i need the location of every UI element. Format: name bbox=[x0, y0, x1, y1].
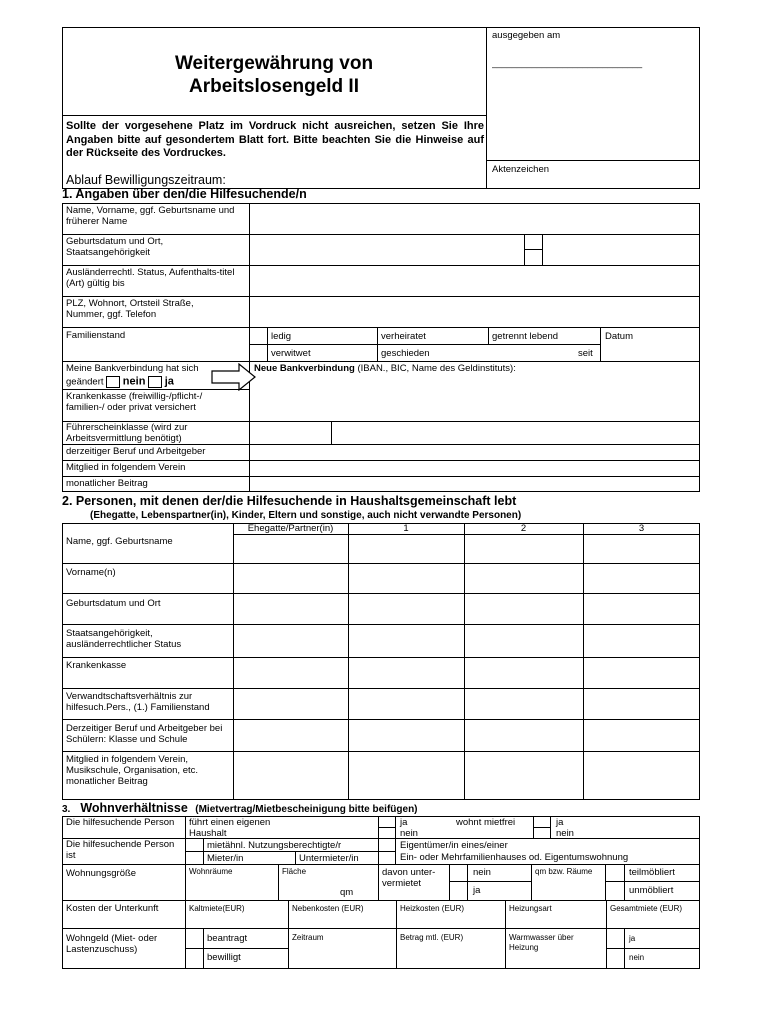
s3-hline bbox=[185, 851, 395, 852]
heating-type-label: Heizungsart bbox=[509, 904, 552, 913]
job-label: derzeitiger Beruf und Arbeitgeber bbox=[66, 446, 206, 457]
s2-row-label: Krankenkasse bbox=[66, 660, 127, 671]
s3-vline bbox=[505, 900, 506, 969]
section2-title: 2. Personen, mit denen der/die Hilfesuchende in Haushaltsgemeinschaft lebt bbox=[62, 494, 517, 508]
period-label: Zeitraum bbox=[292, 933, 324, 942]
s2-row-label: Verwandtschaftsverhältnis zur hilfesuch.Pers., (1.) Familienstand bbox=[66, 691, 210, 713]
form-title: Weitergewährung von Arbeitslosengeld II bbox=[174, 53, 374, 97]
s1-hline bbox=[62, 444, 700, 445]
hot-water-nein[interactable]: nein bbox=[629, 953, 645, 962]
s1-hline bbox=[249, 344, 600, 345]
issued-label: ausgegeben am bbox=[492, 30, 561, 41]
header-hline bbox=[62, 115, 486, 116]
own-household-label: führt einen eigenen Haushalt bbox=[189, 817, 271, 839]
s2-hline bbox=[62, 563, 700, 564]
name-field[interactable] bbox=[250, 204, 699, 234]
seit-label: seit bbox=[578, 348, 593, 359]
s3-hline bbox=[606, 948, 700, 949]
house-label: Ein- oder Mehrfamilienhauses od. Eigentumswohnung bbox=[400, 852, 629, 863]
bank-ja-checkbox[interactable] bbox=[148, 376, 162, 388]
s2-row-label: Vorname(n) bbox=[66, 567, 116, 578]
of-which-ja[interactable]: ja bbox=[473, 885, 481, 896]
s1-hline bbox=[524, 249, 542, 250]
s1-hline bbox=[62, 327, 700, 328]
section2-subtitle: (Ehegatte, Lebenspartner(in), Kinder, Eltern und sonstige, auch nicht verwandte Personen) bbox=[90, 510, 522, 521]
s2-row-label: Geburtsdatum und Ort bbox=[66, 598, 161, 609]
col-3-header: 3 bbox=[638, 523, 645, 534]
household-nein[interactable]: nein bbox=[400, 828, 418, 839]
name-label: Name, Vorname, ggf. Geburtsname und früherer Name bbox=[66, 205, 235, 227]
s3-hline bbox=[533, 827, 550, 828]
family-label: Familienstand bbox=[66, 330, 126, 341]
unfurnished-option[interactable]: unmöbliert bbox=[629, 885, 674, 896]
col-2-header: 2 bbox=[520, 523, 527, 534]
arrow-right-icon bbox=[211, 363, 257, 391]
s3-vline bbox=[531, 864, 532, 900]
address-label: PLZ, Wohnort, Ortsteil Straße, Nummer, ggf. Telefon bbox=[66, 298, 194, 320]
getrennt-option[interactable]: getrennt lebend bbox=[492, 331, 559, 342]
s3-vline bbox=[550, 816, 551, 838]
s2-hline bbox=[62, 688, 700, 689]
ledig-option[interactable]: ledig bbox=[271, 331, 292, 342]
bank-nein-checkbox[interactable] bbox=[106, 376, 120, 388]
rent-free-label: wohnt mietfrei bbox=[456, 817, 516, 828]
section1-title: 1. Angaben über den/die Hilfesuchende/n bbox=[62, 187, 307, 201]
s3-vline bbox=[295, 851, 296, 864]
s3-vline bbox=[395, 816, 396, 864]
s3-vline bbox=[606, 900, 607, 928]
s3-vline bbox=[467, 864, 468, 900]
s2-row-label: Name, ggf. Geburtsname bbox=[66, 536, 173, 547]
heating-costs-label: Heizkosten (EUR) bbox=[400, 904, 465, 913]
s3-vline bbox=[185, 816, 186, 969]
sqm-label: qm bbox=[340, 887, 354, 898]
s1-hline bbox=[62, 361, 700, 362]
s1-hline bbox=[62, 476, 700, 477]
s3-vline bbox=[278, 864, 279, 900]
s2-row-label: Derzeitiger Beruf und Arbeitgeber bei Schülern: Klasse und Schule bbox=[66, 723, 223, 745]
owner-label[interactable]: Eigentümer/in eines/einer bbox=[400, 840, 508, 851]
status-label: Ausländerrechtl. Status, Aufenthalts-titel (Art) gültig bis bbox=[66, 267, 235, 289]
s3-hline bbox=[185, 948, 288, 949]
new-bank-label: Neue Bankverbindung (IBAN., BIC, Name des Geldinstituts): bbox=[254, 363, 516, 374]
applied-option[interactable]: beantragt bbox=[207, 933, 248, 944]
subtenant-option[interactable]: Untermieter/in bbox=[299, 853, 359, 864]
insurance-field[interactable] bbox=[250, 390, 699, 421]
tenant-option[interactable]: Mieter/in bbox=[207, 853, 244, 864]
s3-vline bbox=[378, 864, 379, 900]
s2-vline bbox=[464, 523, 465, 800]
s2-row-label: Staatsangehörigkeit, ausländerrechtlicher Status bbox=[66, 628, 182, 650]
s3-hline bbox=[605, 881, 700, 882]
section3-title: 3. Wohnverhältnisse (Mietvertrag/Mietbescheinigung bitte beifügen) bbox=[62, 801, 418, 815]
geschieden-option[interactable]: geschieden bbox=[381, 348, 430, 359]
s2-hline bbox=[62, 593, 700, 594]
housing-benefit-label: Wohngeld (Miet- oder Lastenzuschuss) bbox=[66, 933, 158, 955]
rent-free-nein[interactable]: nein bbox=[556, 828, 574, 839]
verheiratet-option[interactable]: verheiratet bbox=[381, 331, 426, 342]
birth-label: Geburtsdatum und Ort, Staatsangehörigkeit bbox=[66, 236, 164, 258]
tenant-like-option[interactable]: mietähnl. Nutzungsberechtigte/r bbox=[207, 840, 342, 851]
bank-changed-label: Meine Bankverbindung hat sich geändert nein ja bbox=[66, 363, 199, 388]
hot-water-ja[interactable]: ja bbox=[629, 934, 636, 943]
s3-vline bbox=[624, 864, 625, 900]
s1-vline bbox=[600, 327, 601, 361]
license-label: Führerscheinklasse (wird zur Arbeitsvermittlung benötigt) bbox=[66, 422, 188, 444]
insurance-label: Krankenkasse (freiwillig-/pflicht-/ familien-/ oder privat versichert bbox=[66, 391, 203, 413]
address-field[interactable] bbox=[250, 297, 699, 327]
cold-rent-label: Kaltmiete(EUR) bbox=[189, 904, 245, 913]
col-partner-header: Ehegatte/Partner(in) bbox=[247, 523, 334, 534]
size-label: Wohnungsgröße bbox=[66, 868, 137, 879]
s2-hline bbox=[62, 624, 700, 625]
costs-label: Kosten der Unterkunft bbox=[66, 903, 159, 914]
s3-hline bbox=[378, 827, 395, 828]
club-label: Mitglied in folgendem Verein bbox=[66, 462, 186, 473]
verwitwet-option[interactable]: verwitwet bbox=[271, 348, 311, 359]
s3-hline bbox=[62, 900, 700, 901]
datum-label: Datum bbox=[605, 331, 633, 342]
s1-vline bbox=[488, 327, 489, 344]
hot-water-label: Warmwasser über Heizung bbox=[509, 933, 574, 952]
issued-date-field[interactable]: ______________________________ bbox=[492, 58, 643, 68]
rooms-label: Wohnräume bbox=[189, 867, 233, 876]
file-ref-label: Aktenzeichen bbox=[492, 164, 550, 175]
fee-label: monatlicher Beitrag bbox=[66, 478, 148, 489]
s3-vline bbox=[449, 864, 450, 900]
s2-hline bbox=[62, 719, 700, 720]
person2-label: Die hilfesuchende Person ist bbox=[66, 839, 175, 861]
header-hline-right bbox=[486, 160, 700, 161]
of-which-label: davon unter-vermietet bbox=[382, 867, 436, 889]
total-rent-label: Gesamtmiete (EUR) bbox=[610, 904, 683, 913]
s3-vline bbox=[288, 900, 289, 969]
extra-costs-label: Nebenkosten (EUR) bbox=[292, 904, 364, 913]
s2-vline bbox=[233, 523, 234, 800]
s2-hline bbox=[62, 657, 700, 658]
s2-hline bbox=[62, 751, 700, 752]
person1-label: Die hilfesuchende Person bbox=[66, 817, 175, 828]
s2-vline bbox=[583, 523, 584, 800]
status-field[interactable] bbox=[250, 266, 699, 296]
granted-option[interactable]: bewilligt bbox=[207, 952, 241, 963]
s1-vline bbox=[542, 234, 543, 265]
household-ja[interactable]: ja bbox=[400, 817, 408, 828]
of-which-nein[interactable]: nein bbox=[473, 867, 491, 878]
s2-row-label: Mitglied in folgendem Verein, Musikschule, Organisation, etc. monatlicher Beitrag bbox=[66, 754, 199, 787]
s2-vline bbox=[348, 523, 349, 800]
s1-vline bbox=[331, 421, 332, 444]
monthly-amount-label: Betrag mtl. (EUR) bbox=[400, 933, 464, 942]
s3-vline bbox=[396, 900, 397, 969]
birth-field[interactable] bbox=[250, 235, 523, 265]
rent-free-ja[interactable]: ja bbox=[556, 817, 564, 828]
sqm-rooms-label: qm bzw. Räume bbox=[535, 867, 593, 876]
area-label: Fläche bbox=[282, 867, 307, 876]
s3-hline bbox=[449, 881, 531, 882]
header-divider bbox=[486, 27, 487, 189]
s3-hline bbox=[62, 928, 700, 929]
s3-vline bbox=[605, 864, 606, 900]
period-label: Ablauf Bewilligungszeitraum: bbox=[66, 173, 226, 187]
partly-furnished-option[interactable]: teilmöbliert bbox=[629, 867, 675, 878]
s1-hline bbox=[62, 460, 700, 461]
s2-hline bbox=[233, 534, 700, 535]
form-note: Sollte der vorgesehene Platz im Vordruck nicht ausreichen, setzen Sie Ihre Angaben bitte auf gesondertem Blatt fort. Bitte beachten Sie die Hinweise auf der Rückseite des Vordruckes. bbox=[66, 120, 484, 159]
col-1-header: 1 bbox=[403, 523, 409, 534]
